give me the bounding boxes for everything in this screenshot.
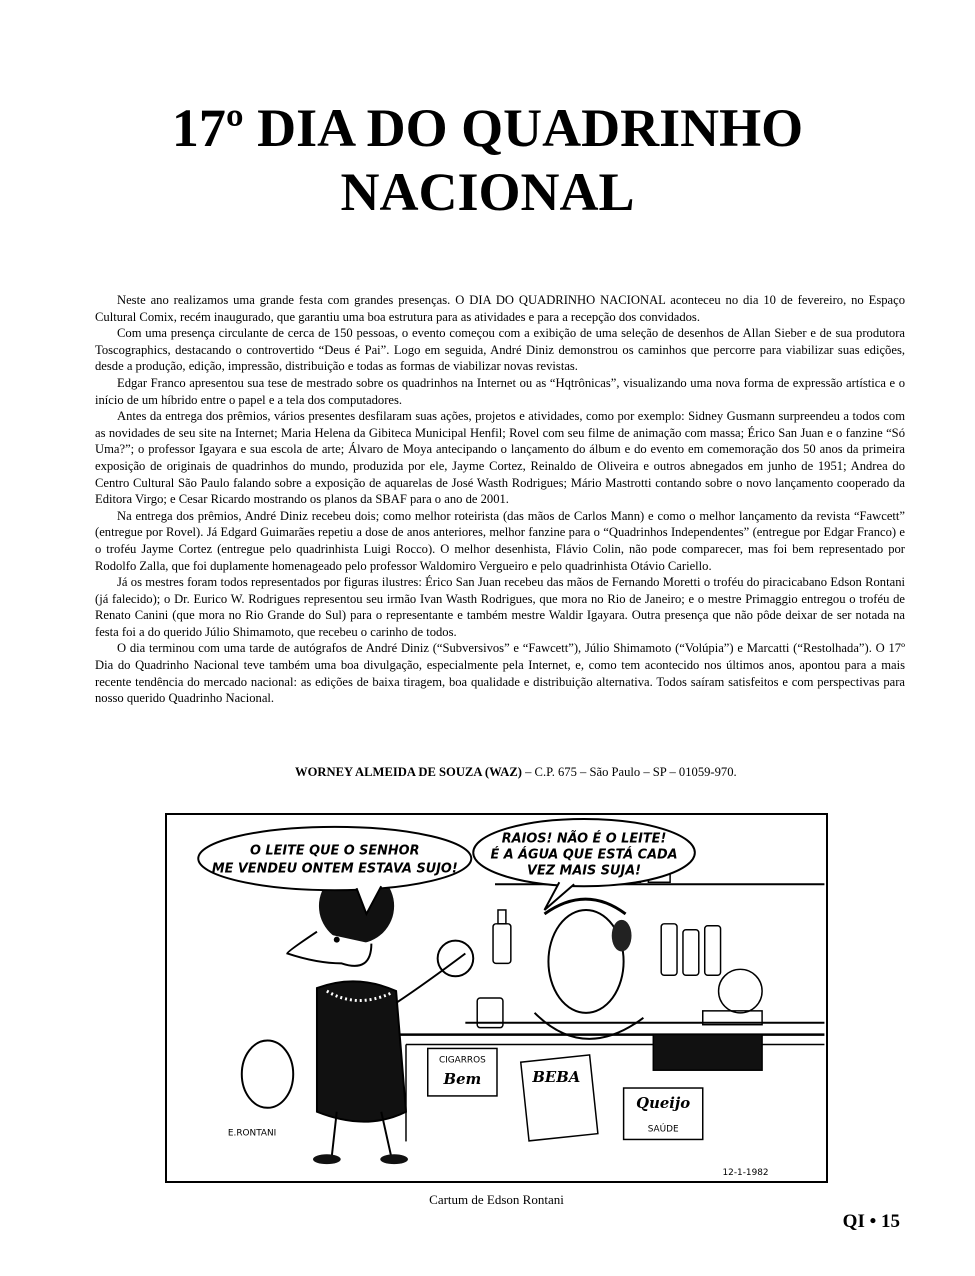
cartoon-drawing xyxy=(167,815,826,1181)
paragraph: Com uma presença circulante de cerca de 150 pessoas, o evento começou com a exibição de uma seleção de desenhos de Allan Sieber e de sua produtora Toscographics, destacando o controvertido “Deus é Pai”. Logo em seguida, André Diniz demonstrou os caminhos que percorre para viabilizar suas edições, desde a produção, edição, impressão, distribuição e todas as formas de viabilizar novas revistas. xyxy=(95,326,905,374)
page-number: QI • 15 xyxy=(842,1211,900,1232)
article-title xyxy=(60,96,915,224)
sign-beba: BEBA xyxy=(532,1069,581,1087)
title-line-1: 17º DIA DO QUADRINHO xyxy=(171,98,804,158)
balloon-left-line-2: ME VENDEU ONTEM ESTAVA SUJO! xyxy=(211,861,458,877)
artist-signature: E.RONTANI xyxy=(227,1128,277,1139)
paragraph: Antes da entrega dos prêmios, vários presentes desfilaram suas ações, projetos e atividades, como por exemplo: Sidney Gusmann surpreendeu a todos com as novidades de seu site na Internet; Maria Helena da Gibiteca Municipal Henfil; Rovel com seu filme de animação com massa; Érico San Juan e o fanzine “Só Uma?”; o professor Igayara e sua escola de arte; Álvaro de Moya antecipando o lançamento do álbum e do evento em comemoração dos 50 anos da primeira exposição de originais de quadrinhos do mundo, produzida por ele, Jayme Cortez, Reinaldo de Oliveira e outros abnegados em junho de 1951; Andrea do Centro Cultural São Paulo falando sobre a exposição de aquarelas de José Wasth Rodrigues; Mário Mastrotti contando sobre o novo lançamento cooperado da Editora Virgo; e Cesar Ricardo mostrando os planos da SBAF para o ano de 2001. xyxy=(95,409,905,507)
balloon-right-line-1: RAIOS! NÃO É O LEITE! xyxy=(501,831,667,847)
author-name: WORNEY ALMEIDA DE SOUZA (WAZ) xyxy=(295,765,522,779)
paragraph: Edgar Franco apresentou sua tese de mestrado sobre os quadrinhos na Internet ou as “Hqtrônicas”, visualizando uma nova forma de expressão artística e o início de um híbrido entre o papel e a tela dos computadores. xyxy=(95,375,905,407)
paragraph: Na entrega dos prêmios, André Diniz recebeu dois; como melhor roteirista (das mãos de Carlos Mann) e como o melhor lançamento da revista “Fawcett” (entregue por Rovel). Já Edgard Guimarães repetiu a dose de anos anteriores, melhor fanzine para o “Quadrinhos Independentes” (entregue por Edgar Franco) e o troféu Jayme Cortez (entregue pelo quadrinhista Luigi Rocco). O melhor desenhista, Flávio Colin, não pode comparecer, mas foi bem representado por Rodolfo Zalla, que foi duplamente homenageado pelo professor Waldomiro Vergueiro e pelo quadrinhista Otávio Cariello. xyxy=(95,508,905,573)
cartoon-caption: Cartum de Edson Rontani xyxy=(429,1192,564,1207)
balloon-right-line-2: É A ÁGUA QUE ESTÁ CADA xyxy=(490,847,678,863)
sign-cigarros: CIGARROS xyxy=(438,1055,486,1066)
paragraph: Neste ano realizamos uma grande festa com grandes presenças. O DIA DO QUADRINHO NACIONAL aconteceu no dia 10 de fevereiro, no Espaço Cultural Comix, recém inaugurado, que garantiu uma boa estrutura para as atividades e para a recepção dos convidados. xyxy=(95,293,905,324)
balloon-left-line-1: O LEITE QUE O SENHOR xyxy=(250,843,420,859)
cartoon-illustration xyxy=(165,813,828,1183)
article-body xyxy=(95,292,905,707)
balloon-right-line-3: VEZ MAIS SUJA! xyxy=(527,863,642,879)
title-line-2: NACIONAL xyxy=(340,162,635,222)
author-address: – C.P. 675 – São Paulo – SP – 01059-970. xyxy=(521,765,737,779)
sign-queijo-brand: SAÚDE xyxy=(647,1124,679,1135)
cartoon-date: 12-1-1982 xyxy=(722,1168,769,1179)
paragraph: Já os mestres foram todos representados por figuras ilustres: Érico San Juan recebeu das mãos de Fernando Moretti o troféu do piracicabano Edson Rontani (já falecido); o Dr. Eurico W. Rodrigues representou seu irmão Ivan Wasth Rodrigues, que mora no Rio de Janeiro; e o mestre Primaggio entregou o troféu de Renato Canini (que mora no Rio Grande do Sul) para o representante e também mestre Waldir Igayara. Outra presença que não pôde deixar de ser notada na festa foi a do querido Júlio Shimamoto, que recebeu o carinho de todos. xyxy=(95,575,905,639)
sign-cigarros-brand: Bem xyxy=(443,1071,482,1089)
paragraph: O dia terminou com uma tarde de autógrafos de André Diniz (“Subversivos” e “Fawcett”), Júlio Shimamoto (“Volúpia”) e Marcatti (“Restolhada”). O 17º Dia do Quadrinho Nacional teve também uma boa divulgação, especialmente pela Internet, e, como tem acontecido nos últimos anos, apontou para a mais recente tendência do mercado nacional: as edições de baixa tiragem, boa qualidade e distribuição alternativa. Todos saíram satisfeitos e com perspectivas para nosso querido Quadrinho Nacional. xyxy=(95,641,905,706)
sign-queijo: Queijo xyxy=(636,1094,691,1112)
author-signature xyxy=(95,764,905,780)
